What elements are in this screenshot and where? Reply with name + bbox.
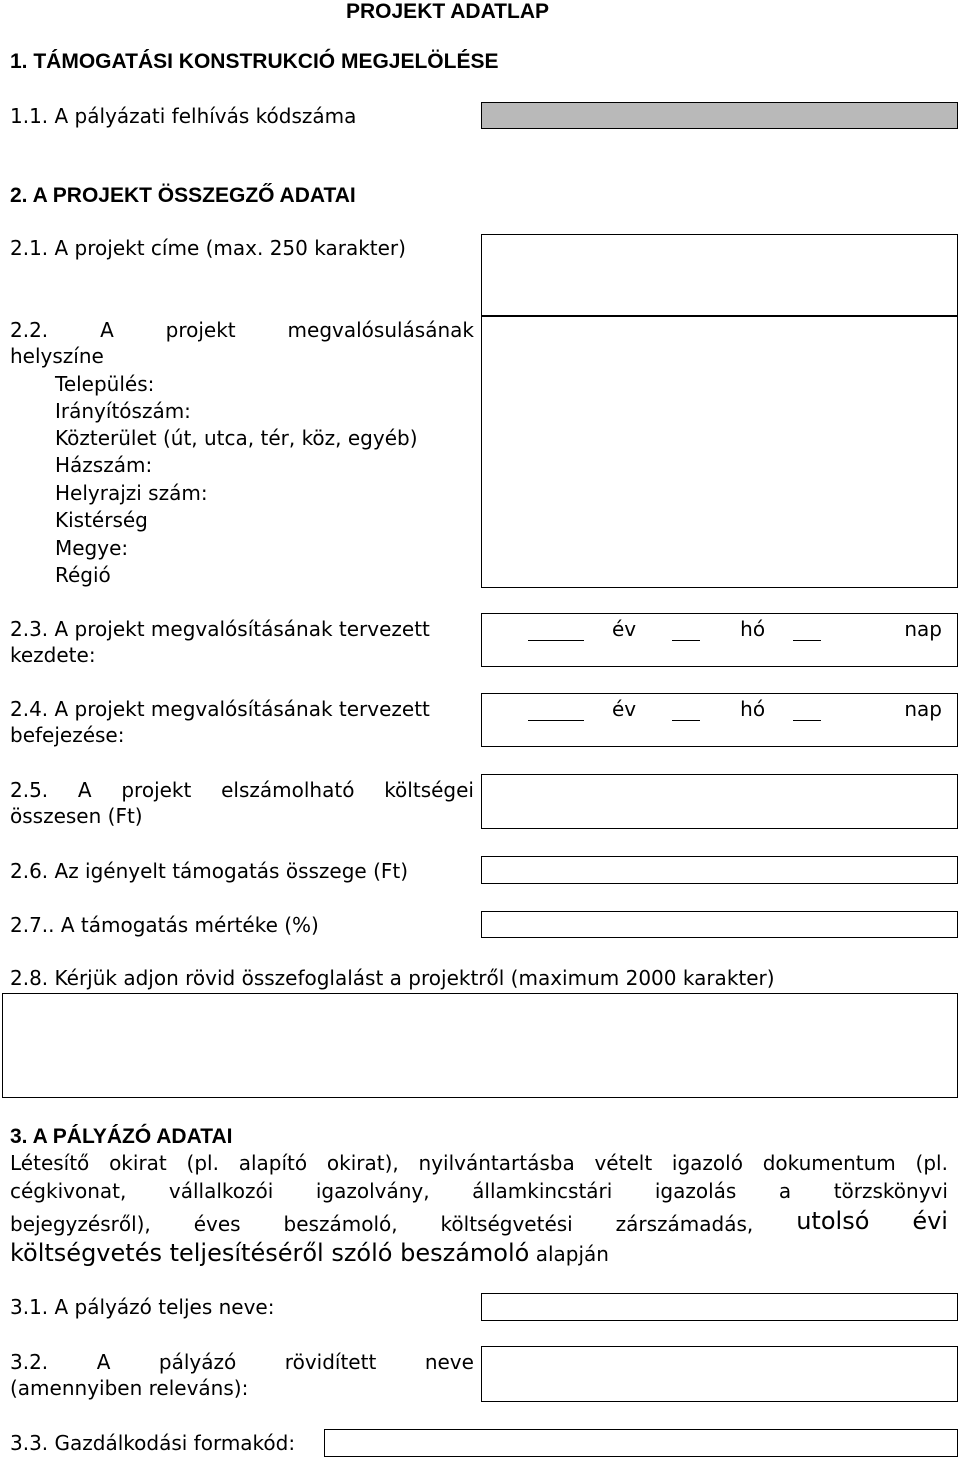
location-label-line1 (10, 318, 474, 342)
eligible-costs-field[interactable] (481, 774, 958, 829)
word: 2.5. (10, 778, 49, 802)
summary-field[interactable] (2, 993, 958, 1098)
call-code-field[interactable] (481, 102, 958, 129)
word: alapján (535, 1242, 609, 1266)
year-word: év (612, 617, 637, 641)
word: okirat (109, 1151, 167, 1175)
day-word: nap (904, 617, 942, 641)
location-item-street: Közterület (út, utca, tér, köz, egyéb) (55, 426, 418, 450)
start-date-label-line2: kezdete: (10, 643, 96, 667)
word: projekt (165, 318, 236, 342)
documents-paragraph-line1 (10, 1151, 948, 1175)
support-rate-label: 2.7.. A támogatás mértéke (%) (10, 913, 319, 937)
word: A (100, 318, 114, 342)
word: dokumentum (762, 1151, 896, 1175)
end-day-blank[interactable] (793, 700, 821, 721)
word: rövidített (284, 1350, 377, 1374)
word: okirat), (326, 1151, 399, 1175)
section-2-heading: 2. A PROJEKT ÖSSZEGZŐ ADATAI (10, 184, 356, 207)
eligible-costs-label-line1 (10, 778, 474, 802)
word: törzskönyvi (833, 1179, 948, 1203)
end-month-blank[interactable] (672, 700, 700, 721)
month-word: hó (740, 617, 766, 641)
documents-paragraph-line4 (10, 1238, 609, 1269)
end-date-label-line2: befejezése: (10, 723, 125, 747)
call-code-label: 1.1. A pályázati felhívás kódszáma (10, 104, 357, 128)
section-3-heading: 3. A PÁLYÁZÓ ADATAI (10, 1125, 233, 1148)
word: vállalkozói (168, 1179, 274, 1203)
word: a (778, 1179, 792, 1203)
word: éves (193, 1212, 241, 1236)
eligible-costs-label-line2: összesen (Ft) (10, 804, 143, 828)
economic-form-code-label: 3.3. Gazdálkodási formakód: (10, 1431, 296, 1455)
support-rate-field[interactable] (481, 911, 958, 938)
start-date-label-line1: 2.3. A projekt megvalósításának tervezett (10, 617, 430, 641)
location-field[interactable] (481, 316, 958, 588)
word: A (96, 1350, 111, 1374)
month-word: hó (740, 697, 766, 721)
applicant-full-name-label: 3.1. A pályázó teljes neve: (10, 1295, 275, 1319)
word: megvalósulásának (287, 318, 474, 342)
word: 2.2. (10, 318, 49, 342)
location-item-county: Megye: (55, 536, 129, 560)
location-item-lot-number: Helyrajzi szám: (55, 481, 208, 505)
word: neve (424, 1350, 474, 1374)
page-title: PROJEKT ADATLAP (346, 0, 550, 23)
word: beszámoló, (283, 1212, 398, 1236)
applicant-short-name-field[interactable] (481, 1346, 958, 1402)
word: nyilvántartásba (418, 1151, 575, 1175)
location-item-postcode: Irányítószám: (55, 399, 191, 423)
day-word: nap (904, 697, 942, 721)
location-item-house-number: Házszám: (55, 453, 153, 477)
section-1-heading: 1. TÁMOGATÁSI KONSTRUKCIÓ MEGJELÖLÉSE (10, 50, 499, 73)
word: Létesítő (10, 1151, 90, 1175)
word: igazolás (654, 1179, 737, 1203)
location-item-settlement: Település: (55, 372, 155, 396)
word: bejegyzésről), (10, 1212, 151, 1236)
word: vételt (594, 1151, 653, 1175)
end-date-inputs (528, 697, 942, 721)
word: pályázó (158, 1350, 237, 1374)
location-label-line2: helyszíne (10, 344, 104, 368)
start-day-blank[interactable] (793, 620, 821, 641)
requested-support-field[interactable] (481, 856, 958, 884)
word: A (77, 778, 92, 802)
word: zárszámadás, (615, 1212, 754, 1236)
word: költségvetési (440, 1212, 573, 1236)
start-year-blank[interactable] (528, 620, 584, 641)
applicant-full-name-field[interactable] (481, 1293, 958, 1321)
project-title-label: 2.1. A projekt címe (max. 250 karakter) (10, 236, 406, 260)
word: évi (912, 1207, 948, 1235)
documents-paragraph-line2 (10, 1179, 948, 1203)
word: igazolvány, (315, 1179, 430, 1203)
applicant-short-name-label-line2: (amennyiben releváns): (10, 1376, 249, 1400)
word: 3.2. (10, 1350, 49, 1374)
word: utolsó (796, 1207, 870, 1235)
documents-paragraph-line3 (10, 1206, 948, 1236)
word: (pl. (915, 1151, 948, 1175)
summary-label: 2.8. Kérjük adjon rövid összefoglalást a projektről (maximum 2000 karakter) (10, 966, 775, 990)
word: igazoló (671, 1151, 743, 1175)
word: alapító (238, 1151, 308, 1175)
word: (pl. (186, 1151, 219, 1175)
location-item-region: Régió (55, 563, 111, 587)
end-year-blank[interactable] (528, 700, 584, 721)
word: projekt (121, 778, 192, 802)
word: cégkivonat, (10, 1179, 127, 1203)
requested-support-label: 2.6. Az igényelt támogatás összege (Ft) (10, 859, 409, 883)
year-word: év (612, 697, 637, 721)
word: elszámolható (221, 778, 355, 802)
economic-form-code-field[interactable] (324, 1429, 958, 1457)
applicant-short-name-label-line1 (10, 1350, 474, 1374)
word: költségei (384, 778, 474, 802)
location-item-subregion: Kistérség (55, 508, 148, 532)
end-date-label-line1: 2.4. A projekt megvalósításának tervezett (10, 697, 430, 721)
start-month-blank[interactable] (672, 620, 700, 641)
project-title-field[interactable] (481, 234, 958, 316)
start-date-inputs (528, 617, 942, 641)
phrase: költségvetés teljesítéséről szóló beszámoló (10, 1239, 530, 1267)
word: államkincstári (472, 1179, 613, 1203)
